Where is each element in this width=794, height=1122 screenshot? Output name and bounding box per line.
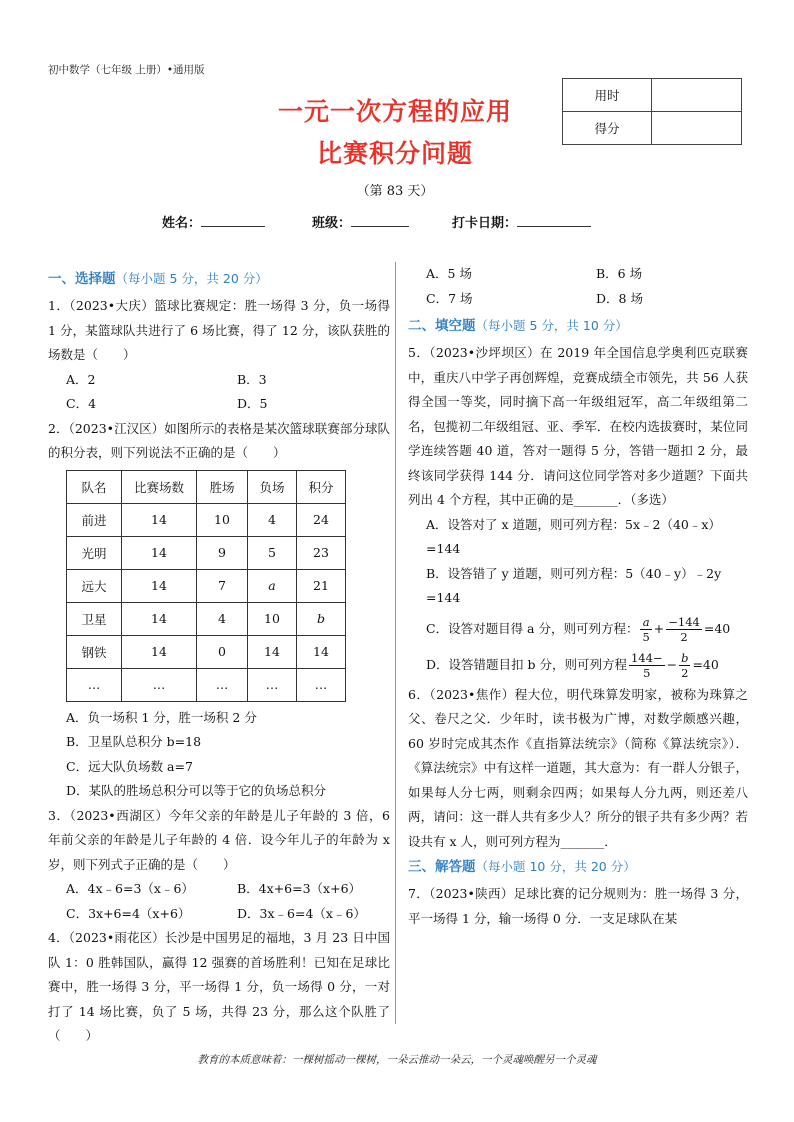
option[interactable]: D．5 (237, 396, 268, 411)
series-label: 初中数学（七年级 上册）•通用版 (48, 64, 205, 76)
question-6: 6．（2023•焦作）程大位，明代珠算发明家，被称为珠算之父、卷尺之父．少年时，读书极为广博，对数学颇感兴趣，60 岁时完成其杰作《直指算法统宗》（简称《算法统宗》）．《算法统宗》中有这样一道题，其大意为：有一群人分银子，如果每人分七两，则剩余四两；如果每人分九两，则还差八两，请问：这一群人共有多少人？所分的银子共有多少两？若设共有 x 人，则可列方程为_______． (408, 686, 748, 849)
fraction: $\frac{144-}{5}$ (630, 650, 663, 680)
name-field[interactable] (201, 214, 265, 227)
day-label: （第 83 天） (356, 184, 434, 199)
time-label: 用时 (563, 79, 652, 112)
score-field[interactable] (652, 112, 742, 145)
option[interactable]: A．5 场 (426, 266, 472, 281)
time-field[interactable] (652, 79, 742, 112)
question-7: 7．（2023•陕西）足球比赛的记分规则为：胜一场得 3 分，平一场得 1 分，输一场得 0 分．一支足球队在某 (408, 886, 748, 926)
question-5-option-d: D．设答错题目扣 b 分，则可列方程 $\frac{144-}{5}$ − $\frac{b}{2}$ =40 (426, 650, 719, 680)
option[interactable]: B．卫星队总积分 b=18 (66, 734, 202, 749)
name-row (162, 212, 265, 231)
option[interactable]: B．6 场 (596, 266, 643, 281)
question-1-options (48, 368, 390, 417)
option[interactable]: C．7 场 (426, 290, 473, 306)
option[interactable]: B．3 (237, 371, 267, 387)
table-row: 光明 14 9 5 23 (67, 536, 346, 569)
question-5-option-a: A．设答对了 x 道题，则可列方程：5x﹣2（40﹣x） =144 (426, 516, 721, 556)
score-label: 得分 (563, 112, 652, 145)
question-2-options (48, 706, 390, 804)
page-subtitle: 比赛积分问题 (316, 139, 473, 168)
fraction: $\frac{a}{5}$ (642, 614, 650, 644)
question-4-options (408, 262, 748, 311)
question-2: 2．（2023•江汉区）如图所示的表格是某次篮球联赛部分球队的积分表，则下列说法不正确的是（ ） (48, 420, 390, 460)
table-row: … … … … … (67, 668, 346, 701)
option[interactable]: D．某队的胜场总积分可以等于它的负场总积分 (66, 783, 327, 798)
option[interactable]: B．4x+6=3（x+6） (237, 881, 362, 896)
table-row: 远大 14 7 a 21 (67, 569, 346, 602)
question-5-option-c: C．设答对题目得 a 分，则可列方程： $\frac{a}{5}$ + $\frac{-144}{2}$ =40 (426, 614, 731, 644)
question-3-options (48, 877, 390, 926)
option[interactable]: C．3x+6=4（x+6） (66, 905, 191, 921)
footer-quote: 教育的本质意味着：一棵树摇动一棵树，一朵云推动一朵云，一个灵魂唤醒另一个灵魂 (197, 1054, 597, 1066)
question-5-option-b: B．设答错了 y 道题，则可列方程：5（40﹣y）﹣2y =144 (426, 565, 722, 605)
section-choice-title: 一、选择题（每小题 5 分，共 20 分） (48, 271, 268, 287)
date-field[interactable] (517, 214, 591, 227)
table-row: 卫星 14 4 10 b (67, 602, 346, 635)
table-row: 前进 14 10 4 24 (67, 503, 346, 536)
question-3: 3．（2023•西湖区）今年父亲的年龄是儿子年龄的 3 倍，6 年前父亲的年龄是儿子年龄的 4 倍．设今年儿子的年龄为 x 岁，则下列式子正确的是（ ） (48, 807, 390, 872)
column-divider (395, 262, 396, 1024)
standings-table (66, 470, 346, 702)
section-answer-title: 三、解答题（每小题 10 分，共 20 分） (408, 859, 636, 875)
table-header: 比赛场数 (122, 470, 197, 503)
option[interactable]: C．远大队负场数 a=7 (66, 758, 193, 774)
option[interactable]: A．4x﹣6=3（x﹣6） (66, 881, 194, 896)
question-4: 4．（2023•雨花区）长沙是中国男足的福地，3 月 23 日中国队 1：0 胜韩国队，赢得 12 强赛的首场胜利！已知在足球比赛中，胜一场得 3 分，平一场得 1 分，负一场得 0 分，一对打了 14 场比赛，负了 5 场，共得 23 分，那么这个队胜了（ ） (48, 930, 390, 1043)
class-label: 班级： (312, 216, 352, 231)
question-5: 5．（2023•沙坪坝区）在 2019 年全国信息学奥利匹克联赛中，重庆八中学子再创辉煌，竞赛成绩全市领先，共 56 人获得全国一等奖，同时摘下高一年级组冠军，高二年级组第二名，包揽初二年级组冠、亚、季军．在校内选拔赛时，某位同学连续答题 40 道，答对一题得 5 分，答错一题扣 2 分，最终该同学获得 144 分．请问这位同学答对多少道题？下面共列出 4 个方程，其中正确的是_______．（多选） (408, 345, 748, 507)
page-title: 一元一次方程的应用 (277, 97, 512, 126)
time-score-box (562, 78, 742, 145)
table-header-row (67, 470, 346, 503)
fraction: $\frac{b}{2}$ (681, 650, 689, 680)
class-field[interactable] (351, 214, 409, 227)
name-label: 姓名： (162, 216, 202, 231)
fraction: $\frac{-144}{2}$ (668, 614, 700, 644)
option[interactable]: A．2 (66, 371, 96, 387)
class-row (312, 212, 409, 231)
table-header: 负场 (248, 470, 297, 503)
table-header: 积分 (297, 470, 346, 503)
section-fill-title: 二、填空题（每小题 5 分，共 10 分） (408, 318, 628, 334)
option[interactable]: C．4 (66, 396, 97, 411)
option[interactable]: D．3x﹣6=4（x﹣6） (237, 905, 366, 921)
option[interactable]: D．8 场 (596, 290, 643, 306)
table-header: 队名 (67, 470, 122, 503)
right-column (408, 262, 748, 931)
left-column (48, 268, 390, 1049)
date-label: 打卡日期： (452, 216, 518, 231)
option[interactable]: A．负一场积 1 分，胜一场积 2 分 (66, 709, 257, 725)
table-row: 钢铁 14 0 14 14 (67, 635, 346, 668)
date-row (452, 212, 591, 231)
table-header: 胜场 (197, 470, 248, 503)
question-1: 1．（2023•大庆）篮球比赛规定：胜一场得 3 分，负一场得 1 分，某篮球队共进行了 6 场比赛，得了 12 分，该队获胜的场数是（ ） (48, 298, 390, 362)
